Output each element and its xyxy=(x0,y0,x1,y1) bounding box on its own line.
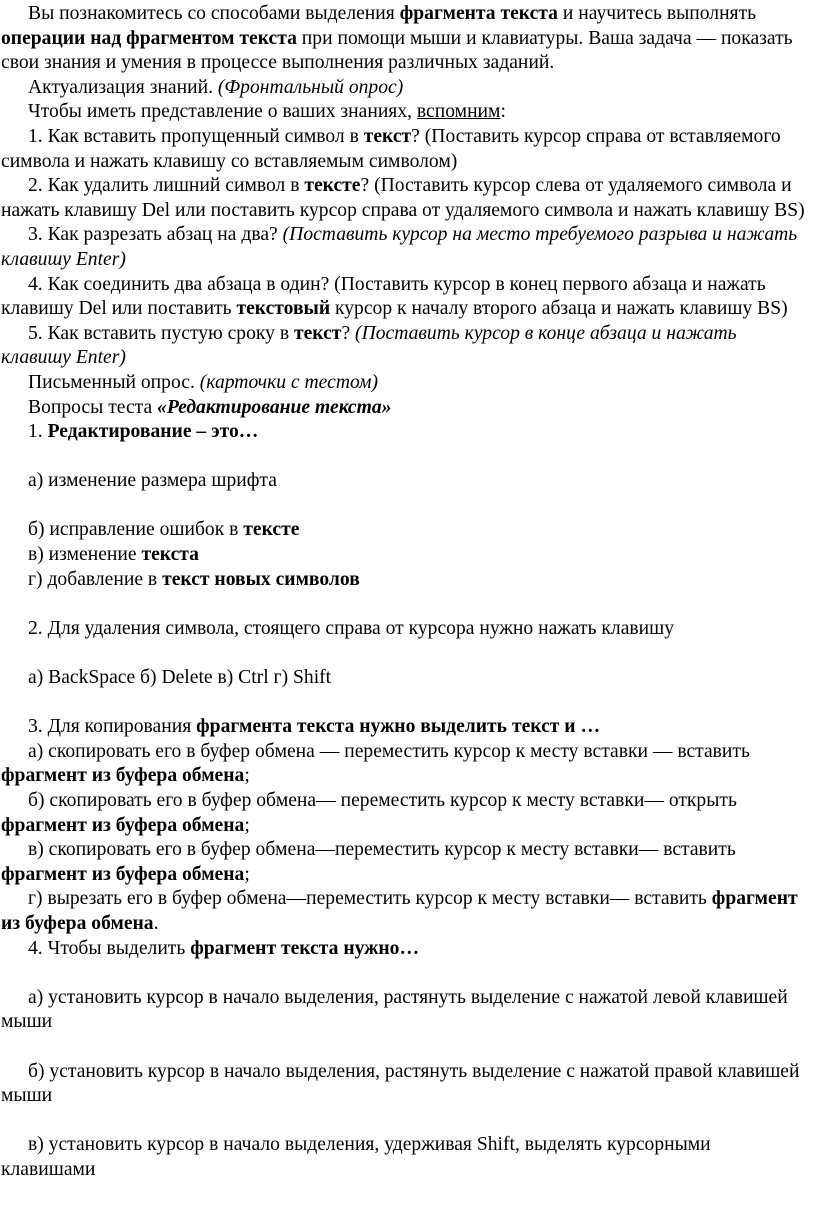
paragraph xyxy=(1,937,805,962)
paragraph xyxy=(1,174,805,223)
text-run: а) скопировать его в буфер обмена — переместить курсор к месту вставки — вставить xyxy=(28,740,750,762)
paragraph xyxy=(1,396,805,421)
document-body xyxy=(0,2,805,1183)
text-run: . xyxy=(153,912,159,934)
bold-text: фрагмент из буфера обмена xyxy=(1,863,245,885)
text-run: Актуализация знаний. xyxy=(28,76,218,98)
paragraph xyxy=(1,2,805,76)
paragraph xyxy=(1,76,805,101)
bold-text: Редактирование – это… xyxy=(47,421,259,443)
text-run: ; xyxy=(244,863,250,885)
text-run: 3. Для копирования xyxy=(28,716,197,738)
bold-text: фрагмент из буфера обмена xyxy=(1,814,245,836)
paragraph xyxy=(1,322,805,371)
bold-text: «Редактирование текста» xyxy=(157,396,392,418)
italic-text: (Поставить курсор в конце абзаца и нажать клавишу Enter) xyxy=(1,322,737,369)
paragraph xyxy=(1,986,805,1035)
paragraph xyxy=(1,1133,805,1182)
text-run: г) добавление в xyxy=(28,568,163,590)
bold-text: текст новых символов xyxy=(162,568,360,590)
text-run: 1. xyxy=(28,421,48,443)
text-run: 4. Как соединить два абзаца в один? (Поставить курсор в конец первого абзаца и нажать клавишу Del или поставить xyxy=(1,273,766,320)
paragraph xyxy=(1,223,805,272)
text-run: б) исправление ошибок в xyxy=(28,519,244,541)
text-run: 4. Чтобы выделить xyxy=(28,937,191,959)
paragraph xyxy=(1,568,805,593)
text-run: ; xyxy=(244,814,250,836)
paragraph xyxy=(1,740,805,789)
paragraph xyxy=(1,100,805,125)
italic-text: (Фронтальный опрос) xyxy=(217,76,404,98)
text-run: при помощи мыши и клавиатуры. Ваша задача — показать свои знания и умения в процессе выполнения различных заданий. xyxy=(1,27,793,74)
paragraph xyxy=(1,420,805,445)
bold-text: операции над фрагментом текста xyxy=(1,27,297,49)
bold-text: текст xyxy=(363,125,412,147)
text-run: Вопросы теста xyxy=(28,396,158,418)
text-run: 2. Как удалить лишний символ в xyxy=(28,175,305,197)
text-run: в) изменение xyxy=(28,544,142,566)
paragraph xyxy=(1,789,805,838)
paragraph xyxy=(1,125,805,174)
text-run: а) установить курсор в начало выделения, растянуть выделение с нажатой левой клавишей мыши xyxy=(1,986,788,1033)
text-run: и научитесь выполнять xyxy=(557,3,757,24)
paragraph xyxy=(1,617,805,642)
bold-text: фрагмент текста нужно… xyxy=(190,937,420,959)
text-run: 1. Как вставить пропущенный символ в xyxy=(28,125,364,147)
paragraph xyxy=(1,1060,805,1109)
italic-text: (Поставить курсор на место требуемого разрыва и нажать клавишу Enter) xyxy=(1,224,798,270)
paragraph xyxy=(1,887,805,936)
text-run: б) скопировать его в буфер обмена— переместить курсор к месту вставки— открыть xyxy=(28,790,737,811)
text-run: а) изменение размера шрифта xyxy=(28,470,277,492)
paragraph xyxy=(1,666,805,691)
paragraph xyxy=(1,543,805,568)
bold-text: фрагмент из буфера обмена xyxy=(1,888,798,934)
bold-text: фрагмента текста нужно выделить текст и … xyxy=(196,716,601,738)
text-run: курсор к началу второго абзаца и нажать клавишу BS) xyxy=(330,298,788,320)
text-run: в) скопировать его в буфер обмена—переместить курсор к месту вставки— вставить xyxy=(28,839,736,861)
underlined-text: вспомним xyxy=(416,101,501,123)
text-run: 3. Как разрезать абзац на два? xyxy=(28,224,283,246)
text-run: ? (Поставить курсор слева от удаляемого символа и нажать клавишу Del или поставить курсор справа от удаляемого символа и нажать клавишу BS) xyxy=(1,175,805,221)
text-run: а) BackSpace б) Delete в) Ctrl г) Shift xyxy=(28,667,332,689)
text-run: б) установить курсор в начало выделения, растянуть выделение с нажатой правой клавишей мыши xyxy=(1,1060,800,1107)
text-run: ; xyxy=(244,765,250,787)
text-run: Письменный опрос. xyxy=(28,371,200,393)
paragraph xyxy=(1,715,805,740)
bold-text: текстовый xyxy=(236,298,331,320)
bold-text: фрагмента текста xyxy=(399,3,558,24)
paragraph xyxy=(1,371,805,396)
text-run: ? (Поставить курсор справа от вставляемого символа и нажать клавишу со вставляемым символом) xyxy=(1,125,781,172)
text-run: г) вырезать его в буфер обмена—переместить курсор к месту вставки— вставить xyxy=(28,888,712,910)
bold-text: тексте xyxy=(243,519,300,541)
bold-text: фрагмент из буфера обмена xyxy=(1,765,245,787)
text-run: ? xyxy=(341,322,356,344)
paragraph xyxy=(1,838,805,887)
text-run: Чтобы иметь представление о ваших знаниях, xyxy=(28,101,417,123)
bold-text: тексте xyxy=(304,175,361,197)
bold-text: текста xyxy=(141,544,199,566)
text-run: 5. Как вставить пустую сроку в xyxy=(28,322,294,344)
text-run: : xyxy=(500,101,506,123)
text-run: 2. Для удаления символа, стоящего справа от курсора нужно нажать клавишу xyxy=(28,617,675,639)
paragraph xyxy=(1,518,805,543)
paragraph xyxy=(1,273,805,322)
paragraph xyxy=(1,469,805,494)
text-run: в) установить курсор в начало выделения, удерживая Shift, выделять курсорными клавишами xyxy=(1,1134,711,1180)
text-run: Вы познакомитесь со способами выделения xyxy=(28,3,400,24)
bold-text: текст xyxy=(293,322,342,344)
italic-text: (карточки с тестом) xyxy=(199,371,379,393)
